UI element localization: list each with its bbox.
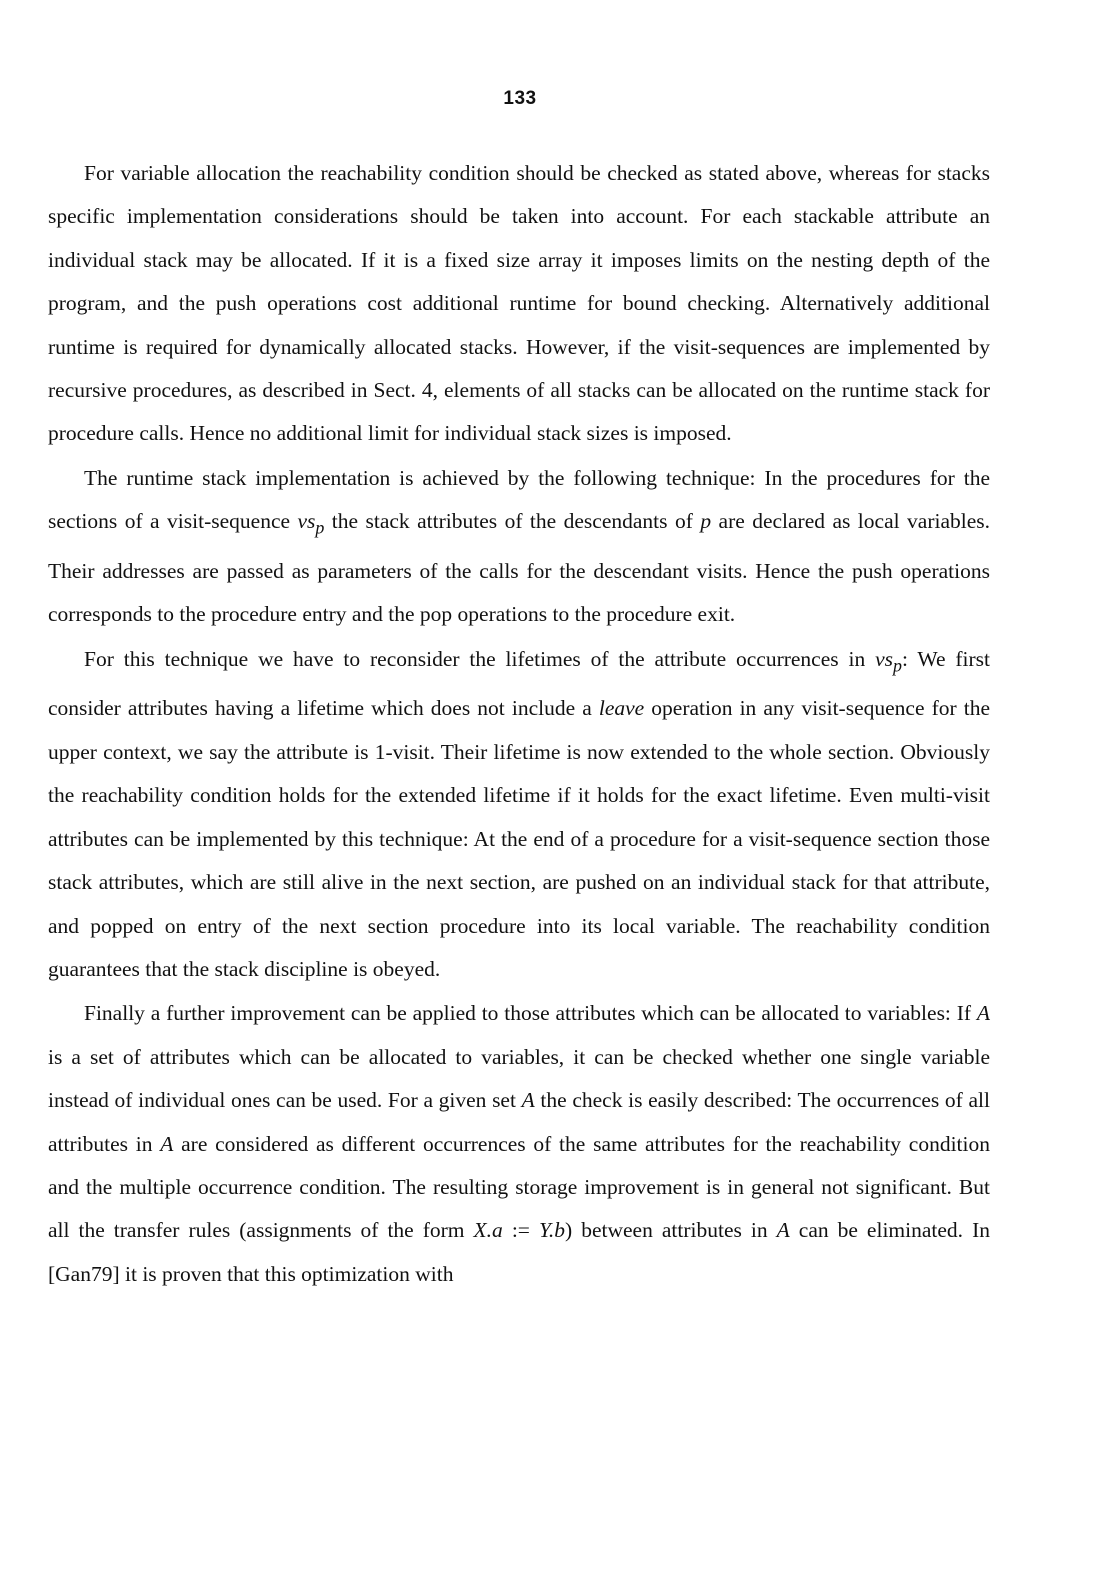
text-span: Finally a further improvement can be applied to those attributes which can be allocated to variables: If (84, 1001, 977, 1026)
text-span: operation in any visit-sequence for the upper context, we say the attribute is 1-visit. Their lifetime is now extended to the whole section. Obviously the reachability condition holds for the extended lifetime if it holds for the exact lifetime. Even multi-visit attributes can be implemented by this technique: At the end of a procedure for a visit-sequence section those stack attributes, which are still alive in the next section, are pushed on an individual stack for that attribute, and popped on entry of the next section procedure into its local variable. The reachability condition guarantees that the stack discipline is obeyed. (48, 696, 991, 981)
emphasis-leave: leave (598, 696, 645, 721)
math-subscript-p: p (315, 517, 325, 538)
text-span: The runtime stack implementation is achieved by the following technique: In the procedures for the sections of a visit-sequence (48, 465, 990, 534)
paragraph-further-improvement (48, 992, 990, 1296)
body-text (48, 152, 990, 1297)
math-A: A (976, 1001, 990, 1026)
text-span: is a set of attributes which can be allocated to variables, it can be checked whether one single variable instead of individual ones can be used. For a given set (48, 1044, 990, 1113)
text-span: ) between attributes in (565, 1218, 777, 1243)
paragraph-runtime-stack (48, 457, 990, 637)
math-Y-b: Y.b (538, 1218, 566, 1243)
text-span: can be eliminated. In [Gan79] it is proven that this optimization with (48, 1218, 990, 1286)
math-vs: vs (297, 509, 316, 534)
text-span: : We first consider attributes having a lifetime which does not include a (48, 646, 990, 721)
math-A: A (776, 1218, 790, 1243)
text-span: the check is easily described: The occurrences of all attributes in (48, 1088, 990, 1156)
paragraph-variable-allocation: For variable allocation the reachability condition should be checked as stated above, whereas for stacks specific implementation considerations should be taken into account. For each stackable attribute an individual stack may be allocated. If it is a fixed size array it imposes limits on the nesting depth of the program, and the push operations cost additional runtime for bound checking. Alternatively additional runtime is required for dynamically allocated stacks. However, if the visit-sequences are implemented by recursive procedures, as described in Sect. 4, elements of all stacks can be allocated on the runtime stack for procedure calls. Hence no additional limit for individual stack sizes is imposed. (48, 161, 990, 446)
math-vs: vs (875, 646, 893, 671)
text-span: := (502, 1218, 539, 1243)
math-A: A (521, 1088, 535, 1113)
text-span: For this technique we have to reconsider the lifetimes of the attribute occurrences in (84, 646, 876, 671)
math-X-a: X.a (473, 1218, 503, 1243)
math-A: A (160, 1131, 174, 1156)
math-p: p (700, 509, 712, 534)
text-span: the stack attributes of the descendants of (324, 509, 701, 534)
math-subscript-p: p (893, 655, 902, 676)
page-number: 133 (503, 88, 537, 109)
paragraph-lifetimes (48, 638, 990, 992)
text-span: are considered as different occurrences of the same attributes for the reachability condition and the multiple occurrence condition. The resulting storage improvement is in general not significant. But all the transfer rules (assignments of the form (48, 1131, 991, 1243)
text-span: are declared as local variables. Their addresses are passed as parameters of the calls for the descendant visits. Hence the push operations corresponds to the procedure entry and the pop operations to the procedure exit. (48, 509, 991, 627)
